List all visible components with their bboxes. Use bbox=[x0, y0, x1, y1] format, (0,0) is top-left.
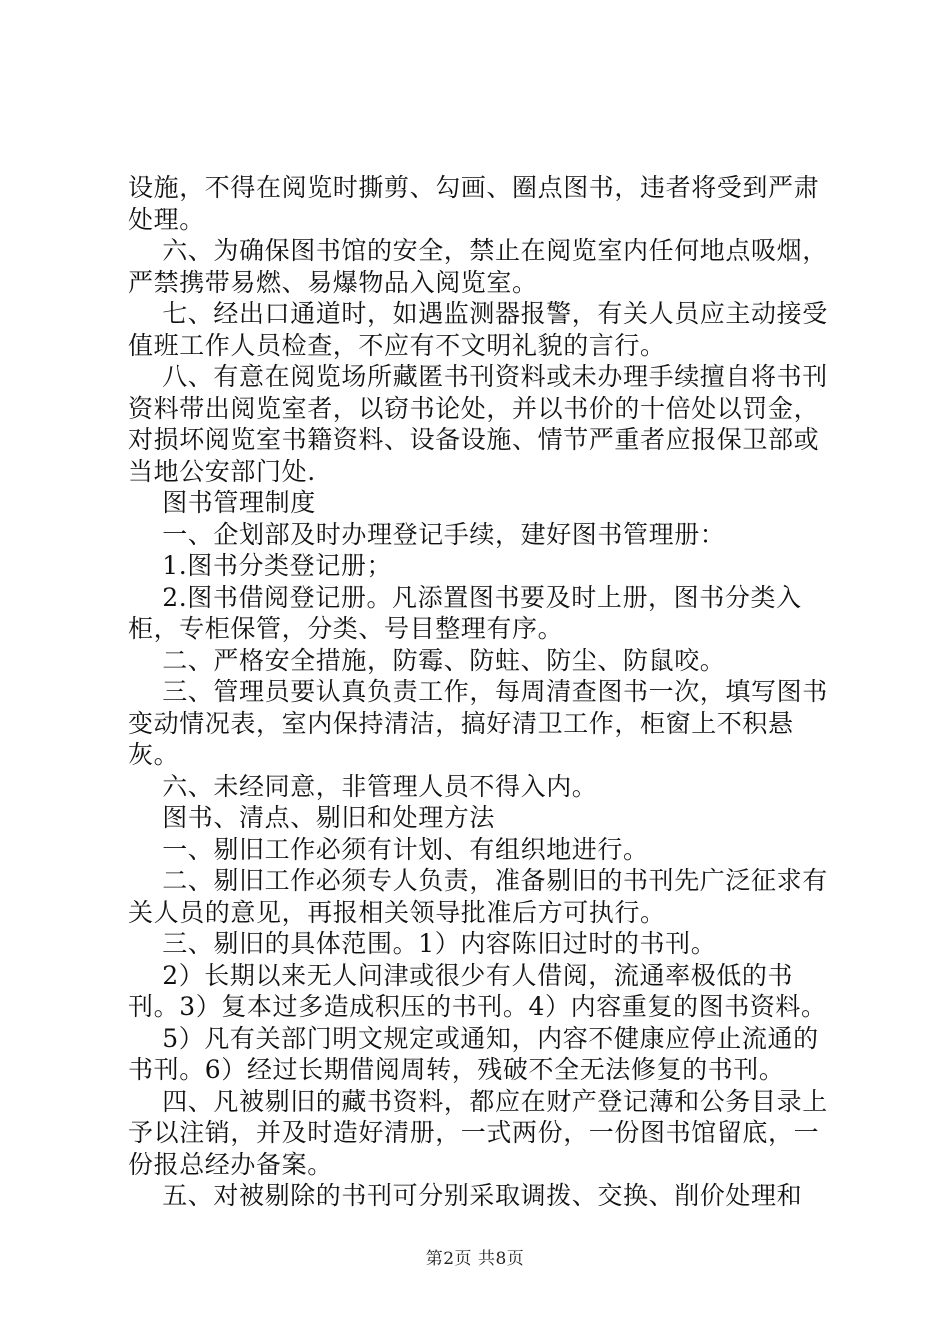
page-number: 第2页 共8页 bbox=[425, 1249, 525, 1269]
paragraph: 二、剔旧工作必须专人负责，准备剔旧的书刊先广泛征求有关人员的意见，再报相关领导批准后方可执行。 bbox=[128, 866, 828, 927]
paragraph: 三、剔旧的具体范围。1）内容陈旧过时的书刊。 bbox=[128, 929, 717, 958]
paragraph: 四、凡被剔旧的藏书资料，都应在财产登记薄和公务目录上予以注销，并及时造好清册，一式两份，一份图书馆留底，一份报总经办备案。 bbox=[128, 1086, 828, 1179]
document-body bbox=[128, 172, 834, 1212]
paragraph: 六、未经同意，非管理人员不得入内。 bbox=[128, 771, 598, 801]
paragraph: 八、有意在阅览场所藏匿书刊资料或未办理手续擅自将书刊资料带出阅览室者，以窃书论处，并以书价的十倍处以罚金，对损坏阅览室书籍资料、设备设施、情节严重者应报保卫部或当地公安部门处. bbox=[128, 362, 828, 486]
paragraph: 2）长期以来无人问津或很少有人借阅，流通率极低的书刊。3）复本过多造成积压的书刊。4）内容重复的图书资料。 bbox=[128, 960, 827, 1021]
paragraph: 七、经出口通道时，如遇监测器报警，有关人员应主动接受值班工作人员检查，不应有不文明礼貌的言行。 bbox=[128, 299, 828, 360]
paragraph: 一、剔旧工作必须有计划、有组织地进行。 bbox=[128, 834, 649, 864]
list-item: 1.图书分类登记册； bbox=[128, 551, 393, 580]
paragraph: 5）凡有关部门明文规定或通知，内容不健康应停止流通的书刊。6）经过长期借阅周转，残破不全无法修复的书刊。 bbox=[128, 1023, 819, 1084]
paragraph: 设施，不得在阅览时撕剪、勾画、圈点图书，违者将受到严肃处理。 bbox=[128, 173, 820, 234]
list-item: 2.图书借阅登记册。凡添置图书要及时上册，图书分类入柜，专柜保管，分类、号目整理有序。 bbox=[128, 582, 802, 643]
paragraph: 六、为确保图书馆的安全，禁止在阅览室内任何地点吸烟，严禁携带易燃、易爆物品入阅览室。 bbox=[128, 236, 828, 297]
paragraph: 二、严格安全措施，防霉、防蛀、防尘、防鼠咬。 bbox=[128, 645, 726, 675]
section-heading: 图书、清点、剔旧和处理方法 bbox=[128, 803, 495, 832]
section-heading: 图书管理制度 bbox=[128, 488, 316, 517]
paragraph: 五、对被剔除的书刊可分别采取调拨、交换、削价处理和 bbox=[128, 1181, 803, 1210]
paragraph: 三、管理员要认真负责工作，每周清查图书一次，填写图书变动情况表，室内保持清洁，搞好清卫工作，柜窗上不积悬灰。 bbox=[128, 677, 828, 769]
paragraph: 一、企划部及时办理登记手续，建好图书管理册： bbox=[128, 519, 726, 549]
